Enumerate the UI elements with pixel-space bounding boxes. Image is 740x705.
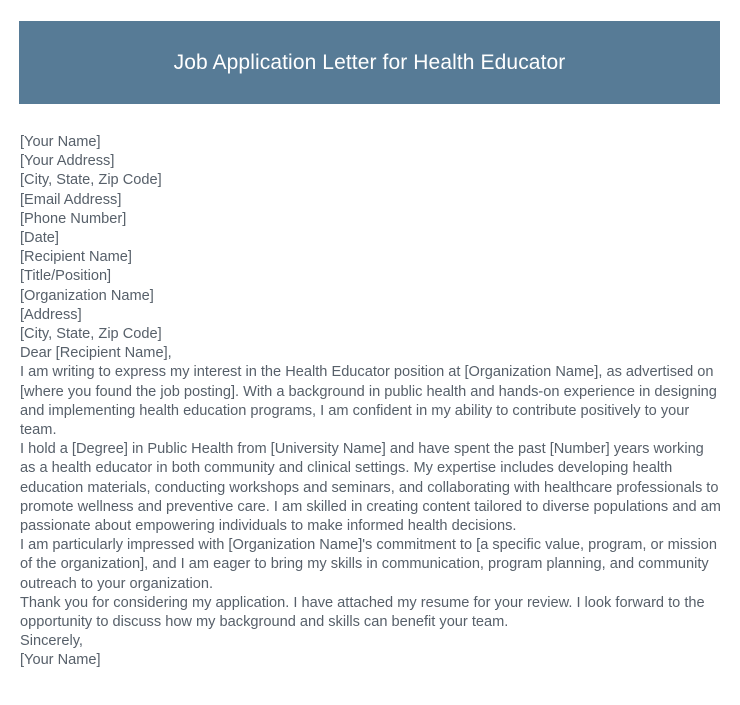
closing: Sincerely, [20, 633, 83, 650]
recipient-name: [Recipient Name] [20, 249, 132, 266]
document-header-banner [19, 21, 720, 104]
sender-phone: [Phone Number] [20, 210, 127, 227]
sender-email: [Email Address] [20, 191, 122, 208]
recipient-city-state-zip: [City, State, Zip Code] [20, 326, 162, 343]
recipient-organization: [Organization Name] [20, 287, 154, 304]
body-paragraph-4: Thank you for considering my application. I have attached my resume for your review. I look forward to the opportunity to discuss how my background and skills can benefit your team. [20, 594, 705, 631]
recipient-title: [Title/Position] [20, 268, 112, 285]
body-paragraph-2: I hold a [Degree] in Public Health from [University Name] and have spent the past [Number] years working as a health educator in both community and clinical settings. My expertise includes developing health education materials, conducting workshops and seminars, and collaborating with healthcare professionals to promote wellness and preventive care. I am skilled in creating content tailored to diverse populations and am passionate about empowering individuals to make informed health decisions. [20, 441, 721, 535]
signature-name: [Your Name] [20, 652, 101, 669]
letter-date: [Date] [20, 230, 59, 247]
letter-content [20, 133, 722, 671]
recipient-address: [Address] [20, 306, 82, 323]
body-paragraph-1: I am writing to express my interest in the Health Educator position at [Organization Name], as advertised on [where you found the job posting]. With a background in public health and hands-on experience in designing and implementing health education programs, I am confident in my ability to contribute positively to your team. [20, 364, 717, 439]
sender-name: [Your Name] [20, 134, 101, 150]
body-paragraph-3: I am particularly impressed with [Organization Name]'s commitment to [a specific value, program, or mission of the organization], and I am eager to bring my skills in communication, program planning, and community outreach to your organization. [20, 537, 718, 592]
page-title: Job Application Letter for Health Educator [173, 50, 566, 74]
sender-city-state-zip: [City, State, Zip Code] [20, 172, 162, 189]
salutation: Dear [Recipient Name], [20, 345, 172, 362]
sender-address: [Your Address] [20, 153, 115, 170]
